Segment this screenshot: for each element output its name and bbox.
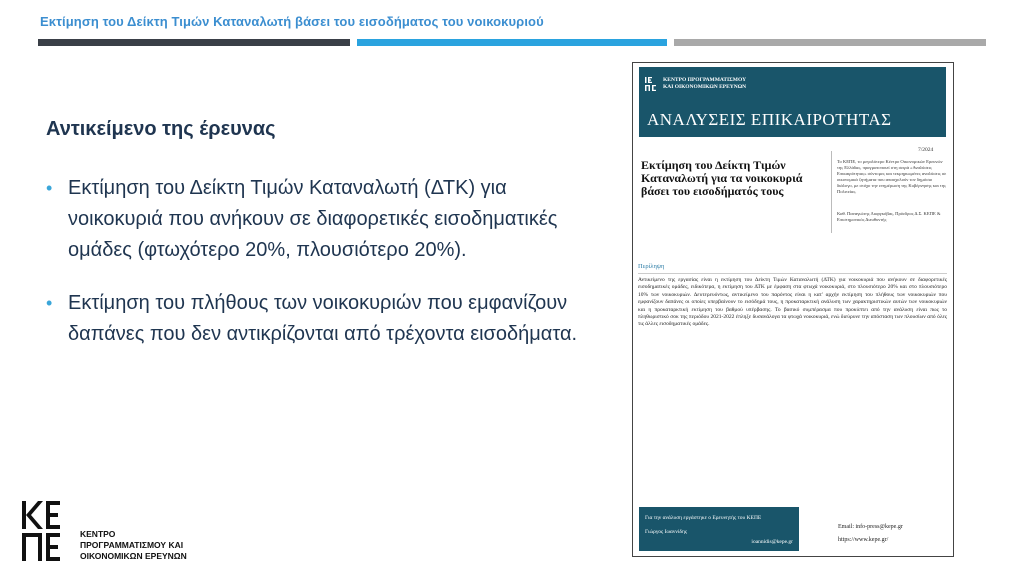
- document-preview: [632, 62, 954, 557]
- document-banner: [639, 67, 946, 137]
- logo-text-line: ΠΡΟΓΡΑΜΜΑΤΙΣΜΟΥ ΚΑΙ: [80, 540, 184, 550]
- document-side-author: Καθ. Παναγιώτης Λιαργκόβας, Πρόεδρος Δ.Σ. ΚΕΠΕ & Επιστημονικός Διευθυντής: [837, 211, 941, 222]
- kepe-small-logo-icon: [645, 77, 659, 91]
- logo-text-line: ΟΙΚΟΝΟΜΙΚΩΝ ΕΡΕΥΝΩΝ: [80, 551, 187, 561]
- kepe-logo: [22, 501, 212, 573]
- bullet-item: [46, 288, 606, 350]
- header-bar-grey: [674, 39, 986, 46]
- document-summary-label: Περίληψη: [638, 263, 665, 270]
- section-title: Αντικείμενο της έρευνας: [46, 118, 276, 140]
- document-banner-org: [663, 77, 746, 91]
- document-footer-box: [639, 507, 799, 551]
- bullet-text: Εκτίμηση του πλήθους των νοικοκυριών που εμφανίζουν δαπάνες που δεν αντικρίζονται από τρέχοντα εισοδήματα.: [68, 292, 578, 345]
- document-banner-org-line: ΚΑΙ ΟΙΚΟΝΟΜΙΚΩΝ ΕΡΕΥΝΩΝ: [663, 84, 747, 90]
- bullet-item: [46, 173, 606, 266]
- document-side-text: Το ΚΕΠΕ, το μεγαλύτερο Κέντρο Οικονομικών Ερευνών της Ελλάδας, πραγματοποιεί στη σειρά «Αναλύσεις Επικαιρότητας» σύντομες και τεκμηριωμένες αναλύσεις σε οικονομικά ζητήματα που απασχολούν τον δημόσιο διάλογο, με στόχο την ενημέρωση της Κυβέρνησης και της Πολιτείας.: [837, 159, 947, 194]
- bullet-list: [46, 173, 606, 372]
- document-footer-line: Για την ανάλυση εργάστηκε ο Ερευνητής του ΚΕΠΕ: [645, 515, 762, 521]
- document-contact: [838, 521, 903, 547]
- logo-text-line: ΚΕΝΤΡΟ: [80, 529, 116, 539]
- header-bar-blue: [357, 39, 667, 46]
- document-issue-number: 7/2024: [918, 147, 934, 153]
- document-footer-author: Γιώργος Ιωαννίδης: [645, 529, 687, 535]
- document-summary: Αντικείμενο της εργασίας είναι η εκτίμηση του Δείκτη Τιμών Καταναλωτή (ΔΤΚ) για νοικοκυριά που ανήκουν σε διαφορετικές εισοδηματικές ομάδες, ειδικότερα, η εκτίμηση του ΔΤΚ με έμφαση στα φτωχά νοικοκυριά, στο πλουσιότερο 20% και στο πλουσιότερο 10% των νοικοκυριών. Δευτερευόντως, αντικείμενο του παρόντος είναι η κατ' αρχήν εκτίμηση του πλήθους των νοικοκυριών που εμφανίζουν δαπάνες οι οποίες υπερβαίνουν το εισόδημά τους, η προκαταρκτική ανάλυση των χαρακτηριστικών αυτών των νοικοκυριών και η προκαταρκτική εκτίμηση του βαθμού υπέρβασης. Το βασικό συμπέρασμα που προκύπτει από την ανάλυση είναι πως το πληθωριστικό σοκ της περιόδου 2021-2022 έπληξε δυσανάλογα τα φτωχά νοικοκυριά, ενώ διεύρυνε την απόσταση των πλουσίων από όλες τις άλλες εισοδηματικές ομάδες.: [638, 277, 947, 328]
- document-footer-email: ioannidis@kepe.gr: [751, 539, 793, 545]
- document-title: Εκτίμηση του Δείκτη Τιμών Καταναλωτή για τα νοικοκυριά βάσει του εισοδήματός τους: [641, 158, 803, 198]
- header-bar-dark: [38, 39, 350, 46]
- logo-text: [80, 529, 187, 562]
- document-divider: [831, 151, 832, 233]
- document-banner-org-line: ΚΕΝΤΡΟ ΠΡΟΓΡΑΜΜΑΤΙΣΜΟΥ: [663, 77, 747, 83]
- bullet-icon: •: [46, 178, 53, 198]
- bullet-text: Εκτίμηση του Δείκτη Τιμών Καταναλωτή (ΔΤΚ) για νοικοκυριά που ανήκουν σε διαφορετικές εισοδηματικές ομάδες (φτωχότερο 20%, πλουσιότερο 20%).: [68, 177, 558, 261]
- document-banner-title: ΑΝΑΛΥΣΕΙΣ ΕΠΙΚΑΙΡΟΤΗΤΑΣ: [647, 110, 892, 129]
- bullet-icon: •: [46, 293, 53, 313]
- kepe-logo-mark-icon: [22, 501, 78, 563]
- slide-header-title: Εκτίμηση του Δείκτη Τιμών Καταναλωτή βάσει του εισοδήματος του νοικοκυριού: [40, 14, 544, 29]
- document-contact-web: https://www.kepe.gr/: [838, 537, 889, 543]
- document-summary-rule: [638, 273, 947, 274]
- document-contact-email: Email: info-press@kepe.gr: [838, 524, 903, 530]
